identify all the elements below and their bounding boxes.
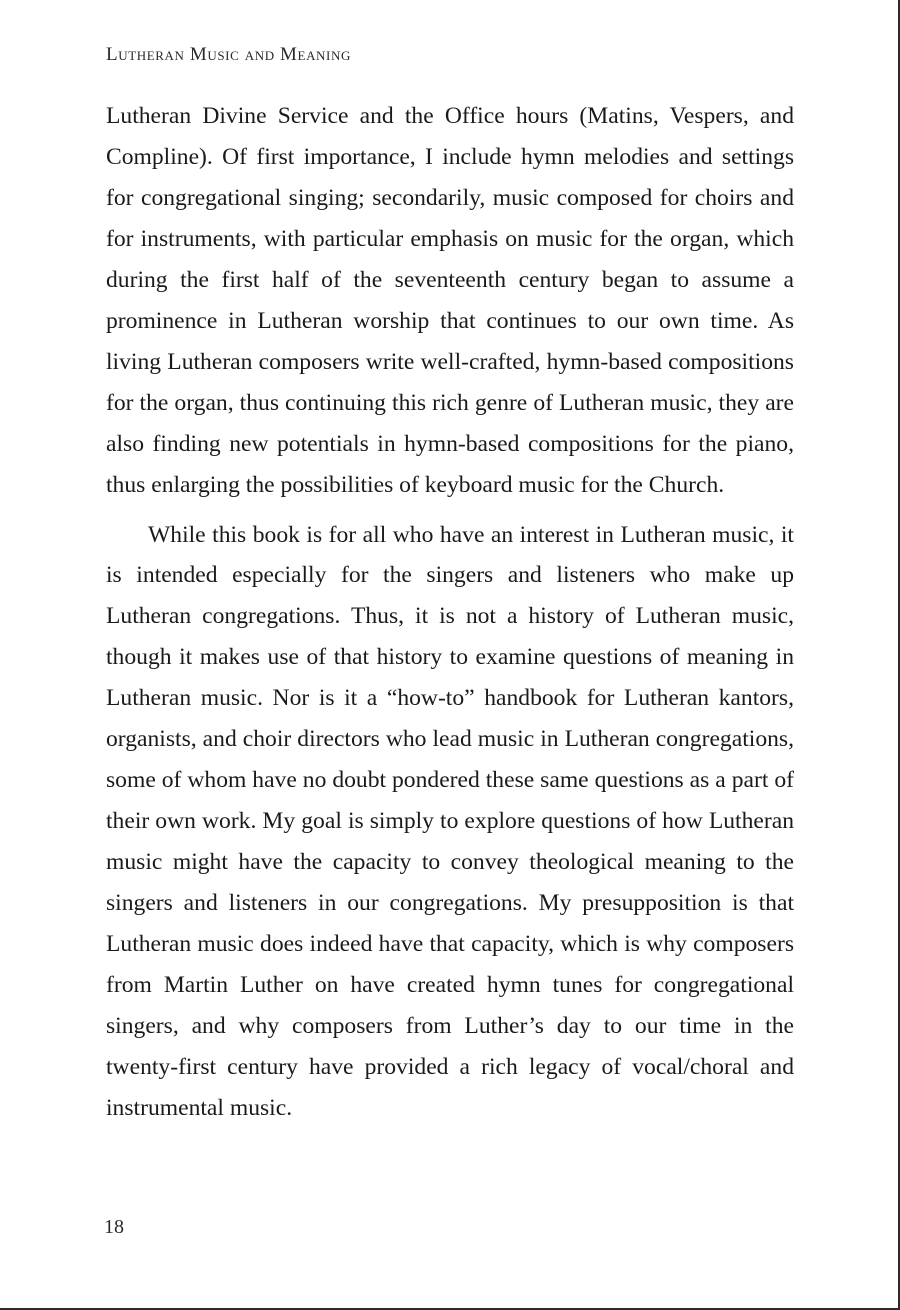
page-number: 18 — [104, 1216, 124, 1238]
running-head: Lutheran Music and Meaning — [106, 44, 351, 65]
body-text — [106, 96, 794, 1129]
paragraph-2: While this book is for all who have an interest in Lutheran music, it is intended especially for the singers and listeners who make up Lutheran congregations. Thus, it is not a history of Lutheran music, though it makes use of that history to examine questions of meaning in Lutheran music. Nor is it a “how-to” handbook for Lutheran kantors, organists, and choir directors who lead music in Lutheran congregations, some of whom have no doubt pondered these same questions as a part of their own work. My goal is simply to explore questions of how Lutheran music might have the capacity to convey theological meaning to the singers and listeners in our congregations. My presupposition is that Lutheran music does indeed have that capacity, which is why composers from Martin Luther on have created hymn tunes for congregational singers, and why composers from Luther’s day to our time in the twenty-first century have provided a rich legacy of vocal/choral and instrumental music. — [106, 521, 794, 1121]
paragraph-1: Lutheran Divine Service and the Office hours (Matins, Vespers, and Compline). Of first importance, I include hymn melodies and settings for congregational singing; secondarily, music composed for choirs and for instruments, with particular emphasis on music for the organ, which during the first half of the seventeenth century began to assume a prominence in Lutheran worship that continues to our own time. As living Lutheran composers write well-crafted, hymn-based compositions for the organ, thus continuing this rich genre of Lutheran music, they are also finding new potentials in hymn-based compositions for the piano, thus enlarging the possibilities of keyboard music for the Church. — [106, 103, 794, 498]
